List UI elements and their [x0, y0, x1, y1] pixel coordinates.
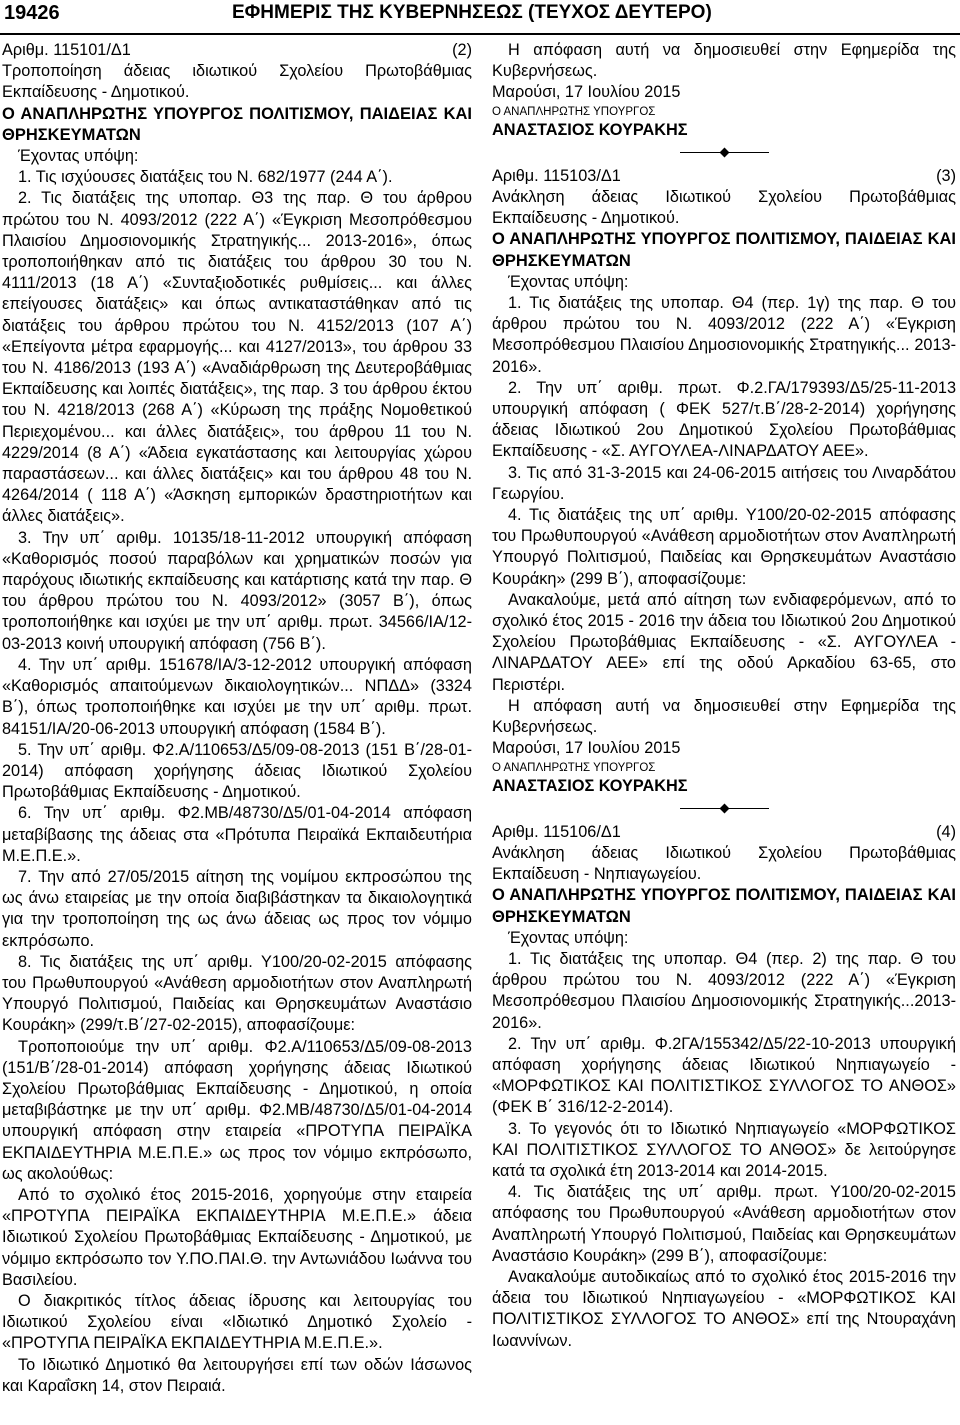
paragraph: Η απόφαση αυτή να δημοσιευθεί στην Εφημερίδα της Κυβερνήσεως. — [492, 696, 956, 737]
decision-2-authority: Ο ΑΝΑΠΛΗΡΩΤΗΣ ΥΠΟΥΡΓΟΣ ΠΟΛΙΤΙΣΜΟΥ, ΠΑΙΔΕΙΑΣ ΚΑΙ ΘΡΗΣΚΕΥΜΑΤΩΝ — [2, 104, 472, 144]
paragraph: 8. Τις διατάξεις της υπ΄ αριθμ. Υ100/20-02-2015 απόφασης του Πρωθυπουργού «Ανάθεση αρμοδιοτήτων στον Αναπληρωτή Υπουργό Πολιτισμού, Παιδείας και Θρησκευμάτων Αναστάσιο Κουράκη» (299/τ.Β΄/27-02-2015), αποφασίζουμε: — [2, 952, 472, 1035]
separator-ornament — [492, 805, 956, 812]
page-number: 19426 — [4, 2, 60, 24]
signatory-name: ΑΝΑΣΤΑΣΙΟΣ ΚΟΥΡΑΚΗΣ — [492, 776, 688, 795]
decision-3-considering: Έχοντας υπόψη: — [508, 272, 629, 291]
decision-3-index: (3) — [936, 166, 956, 185]
paragraph: 4. Την υπ΄ αριθμ. 151678/ΙΑ/3-12-2012 υπουργική απόφαση «Καθορισμός απαιτούμενων δικαιολογητικών... ΝΠΔΔ» (3324 Β΄), όπως τροποποιήθηκε και ισχύει με την υπ΄ αριθμ. πρωτ. 84151/ΙΑ/20-06-2013 υπουργική απόφαση (1584 Β΄). — [2, 655, 472, 738]
paragraph: 6. Την υπ΄ αριθμ. Φ2.ΜΒ/48730/Δ5/01-04-2014 απόφαση μεταβίβασης της άδειας στα «Πρότυπα Πειραϊκά Εκπαιδευτήρια Μ.Ε.Π.Ε.». — [2, 804, 472, 865]
decision-4-heading — [492, 822, 956, 843]
paragraph: Το Ιδιωτικό Δημοτικό θα λειτουργήσει επί των οδών Ιάσωνος και Καραΐσκη 14, στον Πειραιά. — [2, 1355, 472, 1395]
right-column — [492, 40, 956, 1352]
signatory-role: Ο ΑΝΑΠΛΗΡΩΤΗΣ ΥΠΟΥΡΓΟΣ — [492, 761, 656, 774]
paragraph: 1. Τις ισχύουσες διατάξεις του Ν. 682/1977 (244 Α΄). — [18, 168, 393, 187]
decision-4-subject: Ανάκληση άδειας Ιδιωτικού Σχολείου Πρωτοβάθμιας Εκπαίδευση - Νηπιαγωγείου. — [492, 843, 956, 884]
running-title: ΕΦΗΜΕΡΙΣ ΤΗΣ ΚΥΒΕΡΝΗΣΕΩΣ (ΤΕΥΧΟΣ ΔΕΥΤΕΡΟ) — [232, 2, 712, 23]
paragraph: 2. Την υπ΄ αριθμ. πρωτ. Φ.2.ΓΑ/179393/Δ5/25-11-2013 υπουργική απόφαση ( ΦΕΚ 527/τ.Β΄/28-2-2014) χορήγησης άδειας Ιδιωτικού 2ου Δημοτικού Σχολείου Πρωτοβάθμιας Εκπαίδευσης - «Σ. ΑΥΓΟΥΛΕΑ-ΛΙΝΑΡΔΑΤΟΥ ΑΕΕ». — [492, 378, 956, 461]
decision-3-subject: Ανάκληση άδειας Ιδιωτικού Σχολείου Πρωτοβάθμιας Εκπαίδευσης - Δημοτικού. — [492, 188, 956, 228]
decision-4-number: Αριθμ. 115106/Δ1 — [492, 822, 621, 841]
decision-3-number: Αριθμ. 115103/Δ1 — [492, 166, 621, 185]
paragraph: Από το σχολικό έτος 2015-2016, χορηγούμε στην εταιρεία «ΠΡΟΤΥΠΑ ΠΕΙΡΑΪΚΑ ΕΚΠΑΙΔΕΥΤΗΡΙΑ Μ.Ε.Π.Ε.» άδεια Ιδιωτικού Σχολείου Πρωτοβάθμιας Εκπαίδευσης - Δημοτικού, με νόμιμο εκπρόσωπο τον Υ.ΠΟ.ΠΑΙ.Θ. την Αντωνιάδου Ιωάννα του Βασιλείου. — [2, 1185, 472, 1289]
paragraph: 4. Τις διατάξεις της υπ΄ αριθμ. πρωτ. Υ100/20-02-2015 απόφασης του Πρωθυπουργού «Ανάθεση αρμοδιοτήτων στον Αναπληρωτή Υπουργό Πολιτισμού, Παιδείας και Θρησκευμάτων Αναστάσιο Κουράκη» (299 Β΄), αποφασίζουμε: — [492, 1183, 956, 1265]
paragraph: Τροποποιούμε την υπ΄ αριθμ. Φ2.Α/110653/Δ5/09-08-2013 (151/Β΄/28-01-2014) απόφαση χορήγησης άδειας Ιδιωτικού Σχολείου Πρωτοβάθμιας Εκπαίδευσης - Δημοτικού, η οποία μεταβιβάστηκε με την υπ΄ αριθμ. Φ2.ΜΒ/48730/Δ5/01-04-2014 υπουργική απόφαση στην εταιρεία «ΠΡΟΤΥΠΑ ΠΕΙΡΑΪΚΑ ΕΚΠΑΙΔΕΥΤΗΡΙΑ Μ.Ε.Π.Ε.» ως προς τον νόμιμο εκπρόσωπο, ως ακολούθως: — [2, 1037, 472, 1183]
signatory-name: ΑΝΑΣΤΑΣΙΟΣ ΚΟΥΡΑΚΗΣ — [492, 120, 688, 139]
publish-note: Η απόφαση αυτή να δημοσιευθεί στην Εφημερίδα της Κυβερνήσεως. — [492, 41, 956, 81]
page-header — [0, 0, 960, 34]
decision-4-considering: Έχοντας υπόψη: — [508, 928, 629, 947]
decision-4-authority: Ο ΑΝΑΠΛΗΡΩΤΗΣ ΥΠΟΥΡΓΟΣ ΠΟΛΙΤΙΣΜΟΥ, ΠΑΙΔΕΙΑΣ ΚΑΙ ΘΡΗΣΚΕΥΜΑΤΩΝ — [492, 886, 956, 926]
separator-ornament — [492, 149, 956, 156]
decision-2-number: Αριθμ. 115101/Δ1 — [2, 41, 131, 59]
decision-2-subject: Τροποποίηση άδειας ιδιωτικού Σχολείου Πρωτοβάθμιας Εκπαίδευσης - Δημοτικού. — [2, 62, 472, 102]
left-column — [2, 40, 472, 1397]
header-rule — [0, 33, 960, 35]
paragraph: 2. Τις διατάξεις της υποπαρ. Θ3 της παρ. Θ του άρθρου πρώτου του Ν. 4093/2012 (222 Α΄) «Έγκριση Μεσοπρόθεσμου Πλαισίου Δημοσιονομικής Στρατηγικής... 2013-2016», όπως τροποποιήθηκαν από τις διατάξεις του άρθρου 30 του Ν. 4111/2013 (18 Α΄) «Συνταξιοδοτικές ρυθμίσεις... και άλλες επείγουσες διατάξεις» και όπως αντικαταστάθηκαν από τις διατάξεις του άρθρου πρώτου του Ν. 4152/2013 (107 Α΄) «Επείγοντα μέτρα εφαρμογής... και 4127/2013», του άρθρου 33 του Ν. 4186/2013 (193 Α΄) «Αναδιάρθρωση της Δευτεροβάθμιας Εκπαίδευσης και λοιπές διατάξεις», της παρ. 3 του άρθρου έκτου του Ν. 4218/2013 (268 Α΄) «Κύρωση της πράξης Νομοθετικού Περιεχομένου... και άλλες διατάξεις», του άρθρου 11 του Ν. 4229/2014 (8 Α΄) «Άδεια εγκατάστασης και λειτουργίας χώρου παραστάσεων... και άλλες διατάξεις» και του άρθρου 48 του Ν. 4264/2014 ( 118 Α΄) «Άσκηση εμπορικών δραστηριοτήτων και άλλες διατάξεις». — [2, 189, 472, 526]
place-date: Μαρούσι, 17 Ιουλίου 2015 — [492, 83, 681, 102]
paragraph: 2. Την υπ΄ αριθμ. Φ.2ΓΑ/155342/Δ5/22-10-2013 υπουργική απόφαση χορήγησης άδειας Ιδιωτικού Νηπιαγωγείο - «ΜΟΡΦΩΤΙΚΟΣ ΚΑΙ ΠΟΛΙΤΙΣΤΙΚΟΣ ΣΥΛΛΟΓΟΣ ΤΟ ΑΝΘΟΣ» (ΦΕΚ Β΄ 316/12-2-2014). — [492, 1034, 956, 1117]
decision-2-index: (2) — [452, 41, 472, 59]
paragraph: 1. Τις διατάξεις της υποπαρ. Θ4 (περ. 2) της παρ. Θ του άρθρου πρώτου του Ν. 4093/2012 (222 Α΄) «Έγκριση Μεσοπρόθεσμου Πλαισίου Δημοσιονομικής Στρατηγικής...2013-2016». — [492, 949, 956, 1032]
place-date: Μαρούσι, 17 Ιουλίου 2015 — [492, 739, 681, 758]
paragraph: 3. Την υπ΄ αριθμ. 10135/18-11-2012 υπουργική απόφαση «Καθορισμός ποσού παραβόλων και χρηματικών ποσών για παρόχους ιδιωτικής εκπαίδευσης και κατάρτισης κατά την παρ. Θ του άρθρου πρώτου του Ν. 4093/2012» (3057 Β΄), όπως τροποποιήθηκε και ισχύει με την υπ΄ αριθμ. πρωτ. 34566/ΙΑ/12-03-2013 κοινή υπουργική απόφαση (756 Β΄). — [2, 528, 472, 653]
paragraph: Ανακαλούμε αυτοδικαίως από το σχολικό έτος 2015-2016 την άδεια του Ιδιωτικού Νηπιαγωγείου - «ΜΟΡΦΩΤΙΚΟΣ ΚΑΙ ΠΟΛΙΤΙΣΤΙΚΟΣ ΣΥΛΛΟΓΟΣ ΤΟ ΑΝΘΟΣ» επί της Ντουραχάνη Ιωαννίνων. — [492, 1267, 956, 1350]
paragraph: 5. Την υπ΄ αριθμ. Φ2.Α/110653/Δ5/09-08-2013 (151 Β΄/28-01-2014) απόφαση χορήγησης άδειας Ιδιωτικού Σχολείου Πρωτοβάθμιας Εκπαίδευσης - Δημοτικού. — [2, 740, 472, 802]
paragraph: 7. Την από 27/05/2015 αίτηση της νομίμου εκπροσώπου της ως άνω εταιρείας με την οποία διαβιβάστηκαν τα δικαιολογητικά για την τροποποίηση της ως άνω άδειας ως προς τον νόμιμο εκπρόσωπο. — [2, 867, 472, 950]
decision-3-heading — [492, 166, 956, 187]
paragraph: 3. Τις από 31-3-2015 και 24-06-2015 αιτήσεις του Λιναρδάτου Γεωργίου. — [492, 463, 956, 503]
signatory-role: Ο ΑΝΑΠΛΗΡΩΤΗΣ ΥΠΟΥΡΓΟΣ — [492, 105, 656, 118]
paragraph: Ανακαλούμε, μετά από αίτηση των ενδιαφερόμενων, από το σχολικό έτος 2015 - 2016 την άδεια του Ιδιωτικού 2ου Δημοτικού Σχολείου Πρωτοβάθμιας Εκπαίδευσης - «Σ. ΑΥΓΟΥΛΕΑ - ΛΙΝΑΡΔΑΤΟΥ ΑΕΕ» επί της οδού Αρκαδίου 63-65, στο Περιστέρι. — [492, 590, 956, 694]
decision-2-heading — [2, 40, 472, 61]
paragraph: 3. Το γεγονός ότι το Ιδιωτικό Νηπιαγωγείο «ΜΟΡΦΩΤΙΚΟΣ ΚΑΙ ΠΟΛΙΤΙΣΤΙΚΟΣ ΣΥΛΛΟΓΟΣ ΤΟ ΑΝΘΟΣ» δε λειτούργησε κατά τα σχολικά έτη 2013-2014 και 2014-2015. — [492, 1119, 956, 1180]
paragraph: Ο διακριτικός τίτλος άδειας ίδρυσης και λειτουργίας του Ιδιωτικού Σχολείου είναι «Ιδιωτικό Δημοτικό Σχολείο - «ΠΡΟΤΥΠΑ ΠΕΙΡΑΪΚΑ ΕΚΠΑΙΔΕΥΤΗΡΙΑ Μ.Ε.Π.Ε.». — [2, 1291, 472, 1353]
decision-2-considering: Έχοντας υπόψη: — [18, 147, 139, 166]
decision-3-authority: Ο ΑΝΑΠΛΗΡΩΤΗΣ ΥΠΟΥΡΓΟΣ ΠΟΛΙΤΙΣΜΟΥ, ΠΑΙΔΕΙΑΣ ΚΑΙ ΘΡΗΣΚΕΥΜΑΤΩΝ — [492, 230, 956, 270]
decision-4-index: (4) — [936, 822, 956, 841]
paragraph: 4. Τις διατάξεις της υπ΄ αριθμ. Υ100/20-02-2015 απόφασης του Πρωθυπουργού «Ανάθεση αρμοδιοτήτων στον Αναπληρωτή Υπουργό Πολιτισμού, Παιδείας και Θρησκευμάτων Αναστάσιο Κουράκη» (299 Β΄), αποφασίζουμε: — [492, 506, 956, 588]
paragraph: 1. Τις διατάξεις της υποπαρ. Θ4 (περ. 1γ) της παρ. Θ του άρθρου πρώτου του Ν. 4093/2012 (222 Α΄) «Έγκριση Μεσοπρόθεσμου Πλαισίου Δημοσιονομικής Στρατηγικής... 2013-2016». — [492, 294, 956, 376]
